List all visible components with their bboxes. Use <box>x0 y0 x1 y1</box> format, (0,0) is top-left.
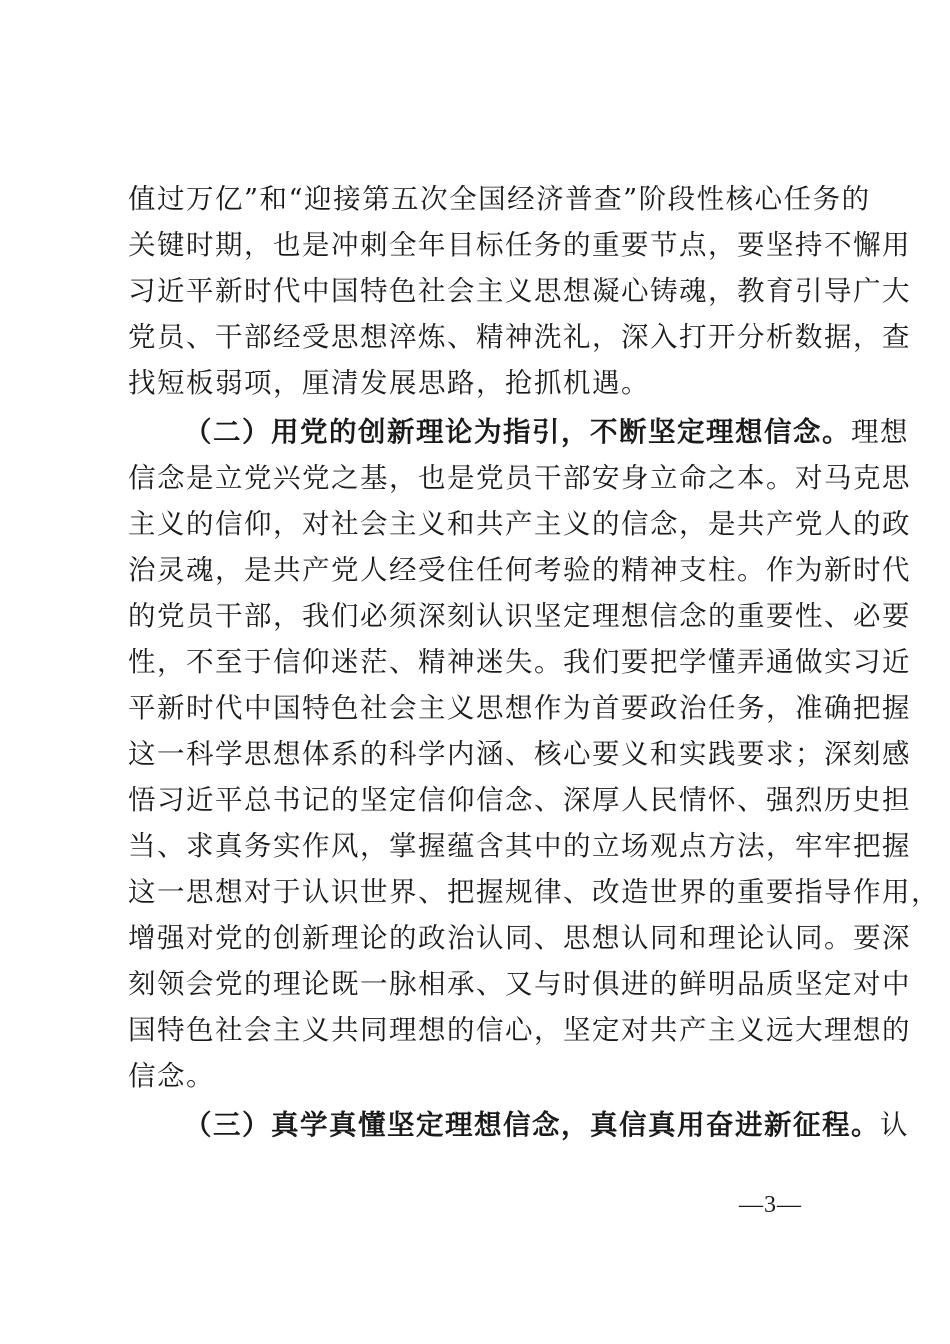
section-heading-line <box>184 1102 909 1148</box>
body-text-run: 理想 <box>851 416 909 448</box>
body-text-line: 党员、干部经受思想淬炼、精神洗礼，深入打开分析数据，查 <box>128 321 911 353</box>
body-text-line: 治灵魂，是共产党人经受住任何考验的精神支柱。作为新时代 <box>128 554 911 586</box>
body-text-line: 当、求真务实作风，掌握蕴含其中的立场观点方法，牢牢把握 <box>128 830 911 862</box>
body-text-line: 这一科学思想体系的科学内涵、核心要义和实践要求；深刻感 <box>128 738 911 770</box>
body-text-line: 增强对党的创新理论的政治认同、思想认同和理论认同。要深 <box>128 922 911 954</box>
body-text-line: 关键时期，也是冲刺全年目标任务的重要节点，要坚持不懈用 <box>128 229 911 261</box>
section-heading-line <box>184 409 909 455</box>
page-number: —3— <box>739 1192 802 1218</box>
body-text-line: 这一思想对于认识世界、把握规律、改造世界的重要指导作用， <box>128 876 940 908</box>
body-text-line: 找短板弱项，厘清发展思路，抢抓机遇。 <box>128 367 650 399</box>
body-text-line: 国特色社会主义共同理想的信心，坚定对共产主义远大理想的 <box>128 1014 911 1046</box>
section-heading-3: （三）真学真懂坚定理想信念，真信真用奋进新征程。 <box>184 1109 880 1141</box>
section-heading-2: （二）用党的创新理论为指引，不断坚定理想信念。 <box>184 416 851 448</box>
body-text-line: 性，不至于信仰迷茫、精神迷失。我们要把学懂弄通做实习近 <box>128 646 911 678</box>
body-text-line: 平新时代中国特色社会主义思想作为首要政治任务，准确把握 <box>128 692 911 724</box>
body-text-line: 习近平新时代中国特色社会主义思想凝心铸魂，教育引导广大 <box>128 275 911 307</box>
body-text-line: 的党员干部，我们必须深刻认识坚定理想信念的重要性、必要 <box>128 600 911 632</box>
body-text-line: 悟习近平总书记的坚定信仰信念、深厚人民情怀、强烈历史担 <box>128 784 911 816</box>
body-text-line: 信念。 <box>128 1060 215 1092</box>
body-text-line: 主义的信仰，对社会主义和共产主义的信念，是共产党人的政 <box>128 508 911 540</box>
body-text-line: 信念是立党兴党之基，也是党员干部安身立命之本。对马克思 <box>128 462 911 494</box>
body-text-line: 刻领会党的理论既一脉相承、又与时俱进的鲜明品质坚定对中 <box>128 968 911 1000</box>
body-text-run: 认 <box>880 1109 909 1141</box>
body-text-line: 值过万亿”和“迎接第五次全国经济普查”阶段性核心任务的 <box>128 183 871 215</box>
